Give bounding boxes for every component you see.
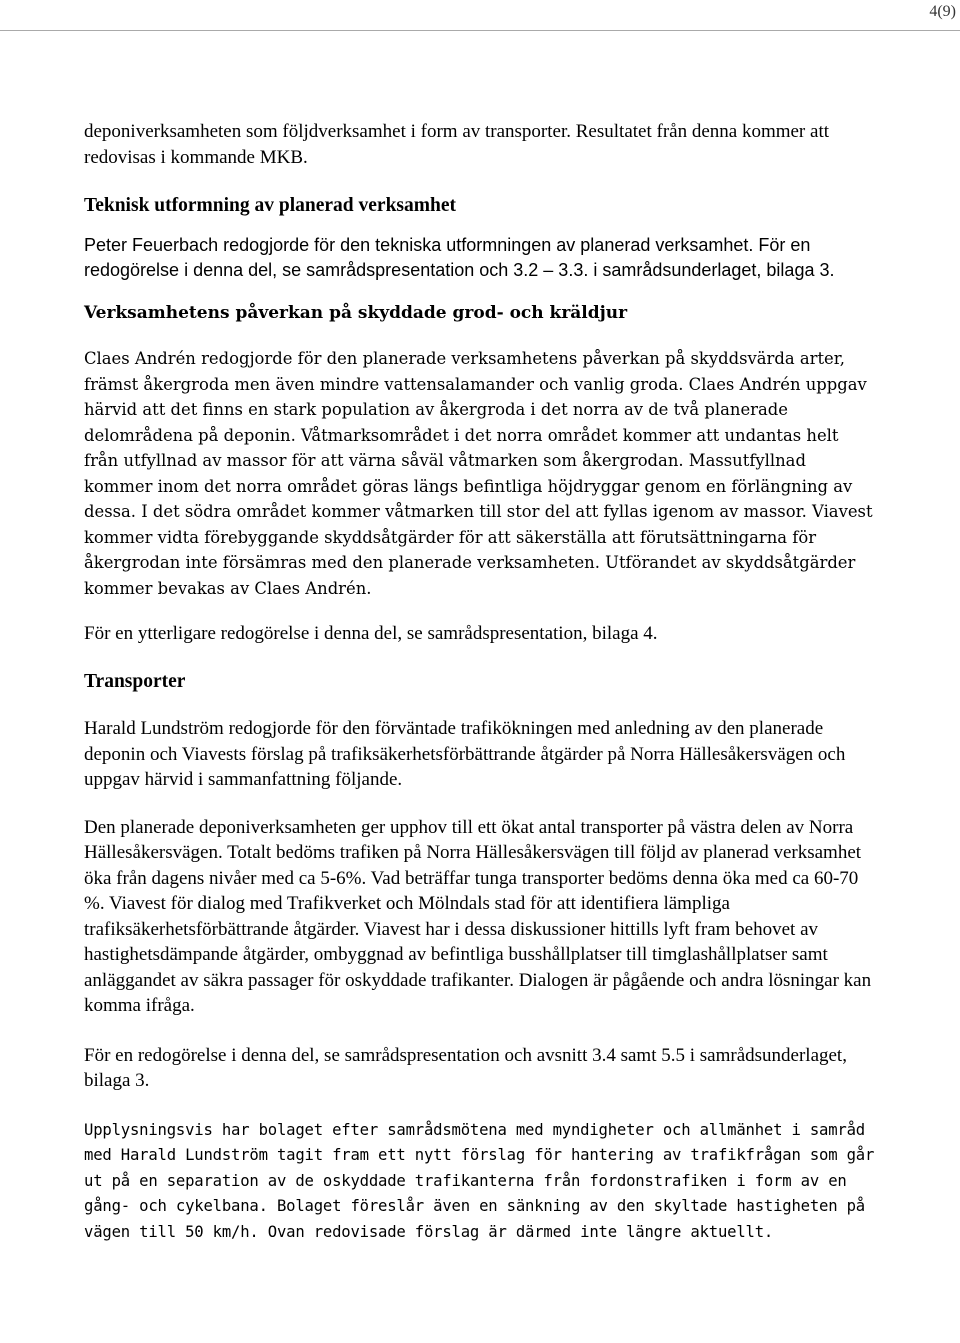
paragraph-grod-och-kraldjur: Claes Andrén redogjorde för den planerade verksamhetens påverkan på skyddsvärda arter, främst åkergroda men även mindre vattensalamander och vanlig groda. Claes Andrén uppgav härvid att det finns en stark population av åkergroda i det norra av de två planerade delområdena på deponin. Våtmarksområdet i det norra området kommer att undantas helt från utfyllnad av massor för att värna såväl våtmarken som åkergrodan. Massutfyllnad kommer inom det norra området göras längs befintliga höjdryggar genom en förlängning av dessa. I det södra området kommer våtmarken till stor del att fyllas igenom av massor. Viavest kommer vidta förebyggande skyddsåtgärder för att säkerställa att förutsättningarna för åkergrodan inte försämras med den planerade verksamheten. Utförandet av skyddsåtgärder kommer bevakas av Claes Andrén. bbox=[84, 349, 873, 598]
paragraph-deponi-transporter: Den planerade deponiverksamheten ger upphov till ett ökat antal transporter på västra delen av Norra Hällesåkersvägen. Totalt bedöms trafiken på Norra Hällesåkersvägen till följd av planerad verksamhet öka från dagens nivåer med ca 5-6%. Vad beträffar tunga transporter bedöms denna öka med ca 60-70 %. Viavest för dialog med Trafikverket och Mölndals stad för att identifiera lämpliga trafiksäkerhetsförbättrande åtgärder. Viavest har i dessa diskussioner hittills lyft fram behovet av hastighetsdämpande åtgärder, ombyggnad av befintliga busshållplatser till timglashållplatser samt anläggandet av säkra passager för oskyddade trafikanter. Dialogen är pågående och andra lösningar kan komma ifråga. bbox=[84, 816, 872, 1016]
paragraph-avsnitt-reference: För en redogörelse i denna del, se samrådspresentation och avsnitt 3.4 samt 5.5 i samrådsunderlaget, bilaga 3. bbox=[84, 1044, 847, 1091]
page-number: 4(9) bbox=[929, 3, 956, 20]
heading-teknisk-utformning: Teknisk utformning av planerad verksamhet bbox=[84, 195, 456, 216]
heading-transporter: Transporter bbox=[84, 670, 186, 692]
document-body bbox=[84, 119, 876, 1245]
paragraph-upplysningsvis: Upplysningsvis har bolaget efter samrådsmötena med myndigheter och allmänhet i samråd med Harald Lundström tagit fram ett nytt förslag för hantering av trafikfrågan som går ut på en separation av de oskyddade trafikanterna från fordonstrafiken i form av en gång- och cykelbana. Bolaget föreslår även en sänkning av den skyltade hastigheten på vägen till 50 km/h. Ovan redovisade förslag är därmed inte längre aktuellt. bbox=[84, 1120, 875, 1241]
header-divider bbox=[0, 30, 960, 31]
heading-grod-och-kraldjur: Verksamhetens påverkan på skyddade grod- och kräldjur bbox=[84, 302, 628, 323]
paragraph-teknisk-utformning: Peter Feuerbach redogjorde för den tekniska utformningen av planerad verksamhet. För en redogörelse i denna del, se samrådspresentation och 3.2 – 3.3. i samrådsunderlaget, bilaga 3. bbox=[84, 234, 835, 280]
paragraph-deponiverksamheten: deponiverksamheten som följdverksamhet i form av transporter. Resultatet från denna kommer att redovisas i kommande MKB. bbox=[84, 121, 829, 168]
paragraph-bilaga-4-reference: För en ytterligare redogörelse i denna del, se samrådspresentation, bilaga 4. bbox=[84, 623, 658, 644]
paragraph-trafikokning: Harald Lundström redogjorde för den förväntade trafikökningen med anledning av den planerade deponin och Viavests förslag på trafiksäkerhetsförbättrande åtgärder på Norra Hällesåkersvägen och uppgav härvid i sammanfattning följande. bbox=[84, 718, 846, 790]
